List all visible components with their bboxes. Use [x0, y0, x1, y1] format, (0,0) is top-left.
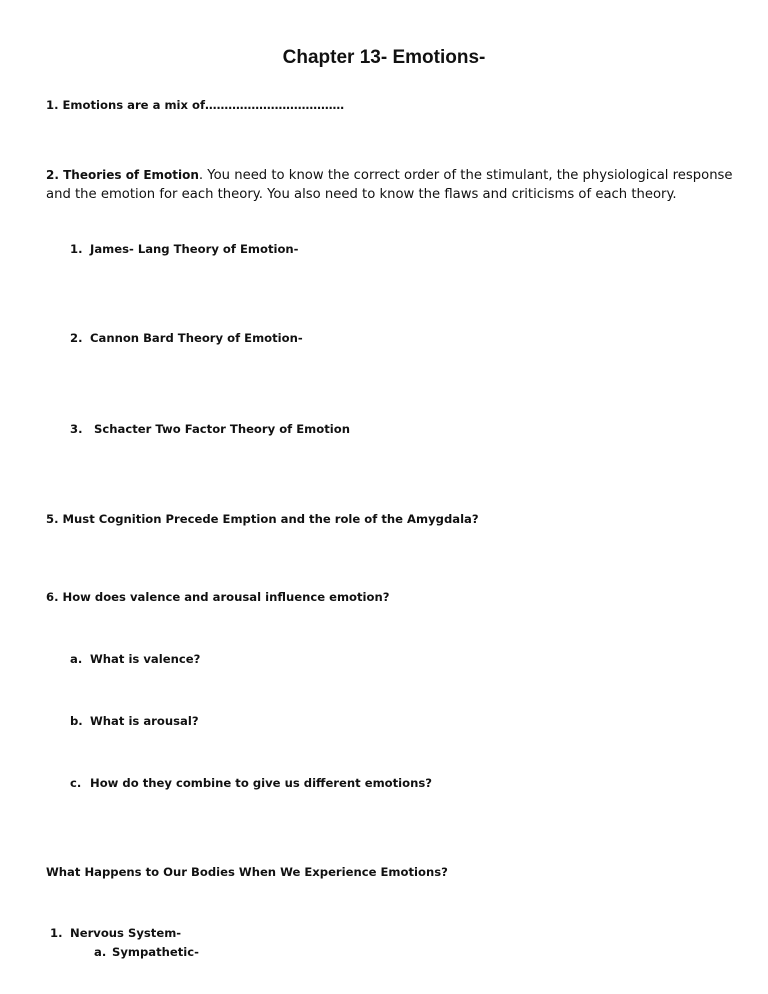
- subquestion-letter: b.: [70, 714, 83, 728]
- bodies-subitem-label: Sympathetic-: [112, 945, 199, 959]
- question-2-body: . You need to know the correct order of the stimulant, the physiological response and the emotion for each theory. You also need to know the flaws and criticisms of each theory.: [46, 168, 733, 202]
- subquestion-label: How do they combine to give us different emotions?: [90, 776, 432, 790]
- theory-label: James- Lang Theory of Emotion-: [90, 242, 299, 256]
- subquestion: [70, 652, 201, 666]
- bodies-item: [50, 926, 182, 940]
- question-6: 6. How does valence and arousal influence emotion?: [46, 590, 390, 604]
- bodies-subitem-letter: a.: [94, 945, 107, 959]
- subquestion-label: What is valence?: [90, 652, 201, 666]
- theory-item: [70, 242, 299, 256]
- question-5: 5. Must Cognition Precede Emption and the role of the Amygdala?: [46, 512, 479, 526]
- theory-label: Schacter Two Factor Theory of Emotion: [90, 422, 350, 436]
- question-2-lead: 2. Theories of Emotion: [46, 168, 199, 182]
- subquestion-label: What is arousal?: [90, 714, 199, 728]
- theory-number: 1.: [70, 242, 83, 256]
- subquestion-letter: c.: [70, 776, 82, 790]
- theory-number: 2.: [70, 331, 83, 345]
- theory-item: [70, 422, 350, 436]
- page-title: Chapter 13- Emotions-: [282, 47, 486, 68]
- question-1: 1. Emotions are a mix of………………………………: [46, 98, 345, 112]
- subquestion-letter: a.: [70, 652, 83, 666]
- bodies-subitem: [94, 945, 199, 959]
- bodies-item-label: Nervous System-: [70, 926, 182, 940]
- bodies-heading: What Happens to Our Bodies When We Experience Emotions?: [46, 865, 448, 879]
- question-2: [46, 166, 736, 204]
- theory-label: Cannon Bard Theory of Emotion-: [90, 331, 303, 345]
- bodies-item-number: 1.: [50, 926, 63, 940]
- theory-number: 3.: [70, 422, 83, 436]
- theory-item: [70, 331, 303, 345]
- subquestion: [70, 776, 432, 790]
- subquestion: [70, 714, 199, 728]
